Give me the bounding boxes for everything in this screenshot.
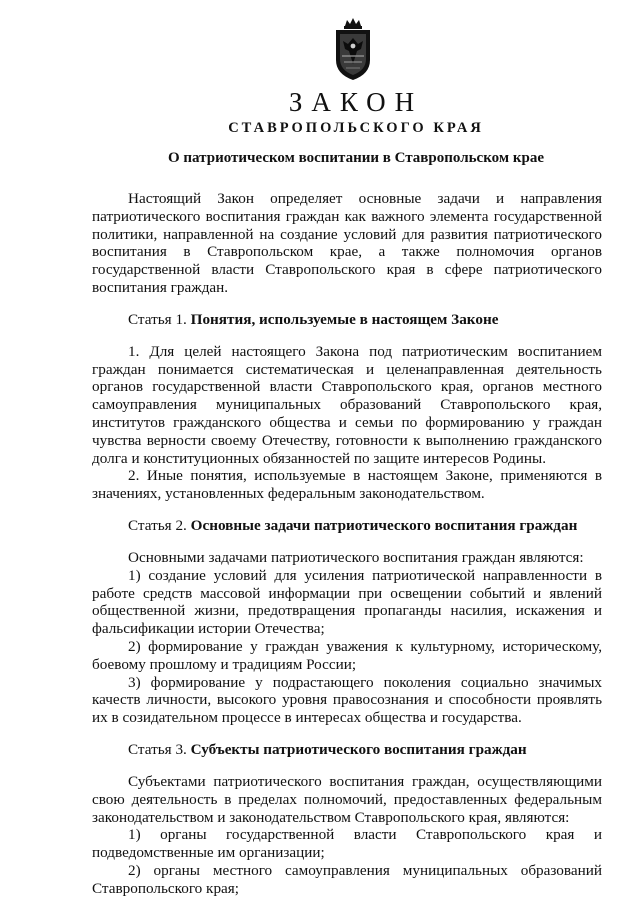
article-paragraph: Субъектами патриотического воспитания граждан, осуществляющими свою деятельность в пределах полномочий, предоставленных федеральным законодательством и законодательством Ставропольского края, являются: [92, 772, 602, 826]
article-list-item: 1) органы государственной власти Ставропольского края и подведомственные им организации; [92, 826, 602, 862]
article-list-item: 2) органы местного самоуправления муниципальных образований Ставропольского края; [92, 861, 602, 897]
article-title: Субъекты патриотического воспитания граждан [190, 740, 527, 758]
coat-of-arms-icon [332, 16, 374, 82]
article-title: Основные задачи патриотического воспитания граждан [190, 516, 578, 534]
law-region: СТАВРОПОЛЬСКОГО КРАЯ [228, 120, 484, 136]
article-paragraph: 1. Для целей настоящего Закона под патриотическим воспитанием граждан понимается систематическая и целенаправленная деятельность органов государственной власти Ставропольского края, органов местного самоуправления муниципальных образований Ставропольского края, институтов гражданского общества и семьи по формированию у граждан чувства верности своему Отечеству, готовности к выполнению гражданского долга и конституционных обязанностей по защите интересов Родины. [92, 342, 602, 467]
article-heading [92, 741, 602, 759]
article-heading [92, 311, 602, 329]
article-title: Понятия, используемые в настоящем Законе [190, 310, 499, 328]
law-title: ЗАКОН [288, 87, 424, 117]
article-list-item: 1) создание условий для усиления патриотической направленности в работе средств массовой информации при освещении событий и явлений общественной жизни, предотвращения пропаганды насилия, искажения и фальсификации истории Отечества; [92, 566, 602, 638]
article-number: Статья 2. [128, 516, 187, 534]
article-paragraph: 2. Иные понятия, используемые в настоящем Законе, применяются в значениях, установленных федеральным законодательством. [92, 467, 602, 503]
article-paragraph: Основными задачами патриотического воспитания граждан являются: [128, 548, 584, 566]
article-number: Статья 3. [128, 740, 187, 758]
law-body [92, 190, 602, 898]
preamble-paragraph: Настоящий Закон определяет основные задачи и направления патриотического воспитания граждан как важного элемента государственной политики, направленной на создание условий для развития патриотического воспитания в Ставропольском крае, а также полномочия органов государственной власти Ставропольского края в сфере патриотического воспитания граждан. [92, 190, 602, 296]
article-number: Статья 1. [128, 310, 187, 328]
article-list-item: 2) формирование у граждан уважения к культурному, историческому, боевому прошлому и традициям России; [92, 637, 602, 673]
article-heading [92, 517, 602, 535]
law-subject: О патриотическом воспитании в Ставропольском крае [168, 150, 544, 166]
article-list-item: 3) формирование у подрастающего поколения социально значимых качеств личности, высокого уровня правосознания и способности проявлять их в созидательном процессе в интересах общества и государства. [92, 673, 602, 727]
